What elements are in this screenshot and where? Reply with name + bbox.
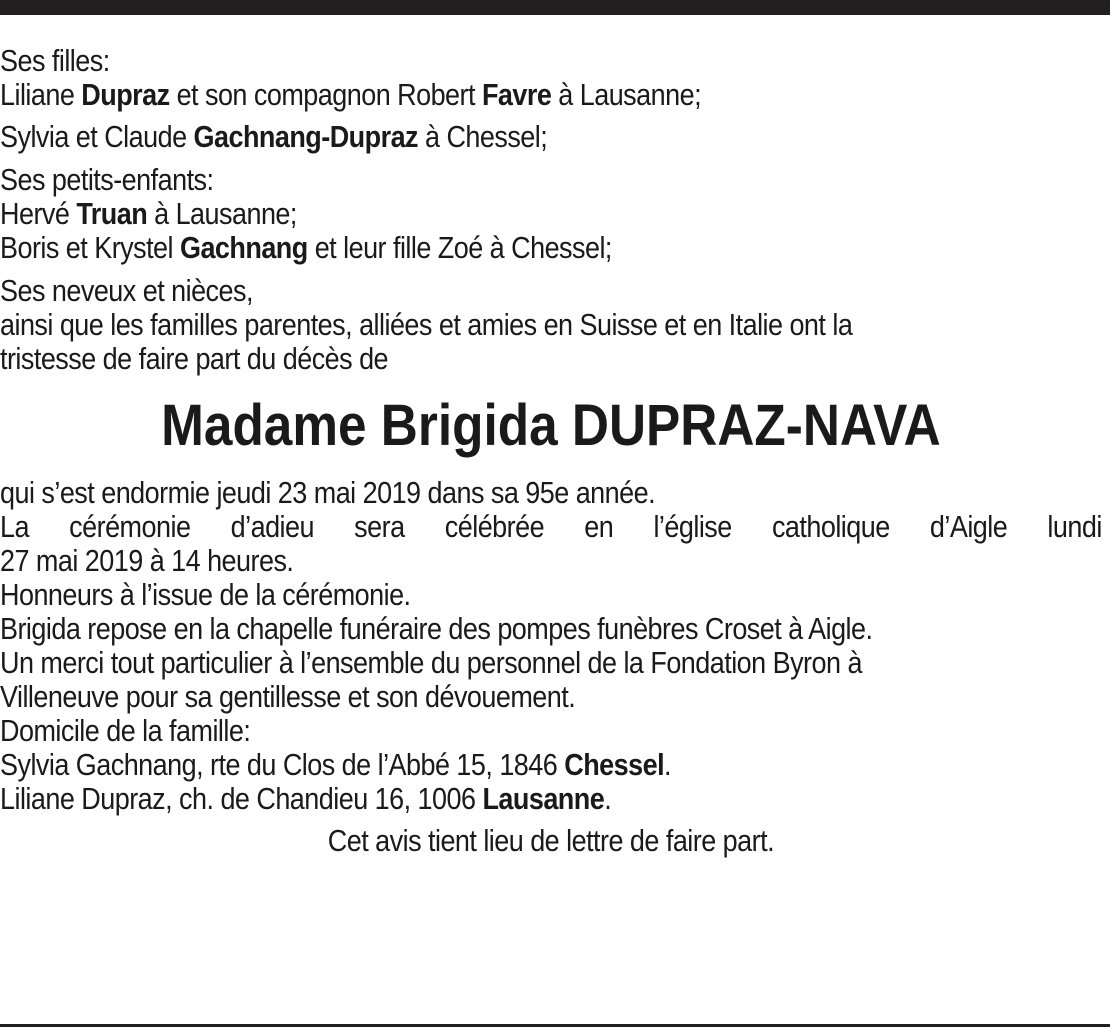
closing-line: Cet avis tient lieu de lettre de faire part. [327,824,775,858]
thanks-line-1: Un merci tout particulier à l’ensemble du personnel de la Fondation Byron à [0,646,862,680]
rests-line: Brigida repose en la chapelle funéraire des pompes funèbres Croset à Aigle. [0,612,873,646]
grandchild-1-line [0,197,1102,231]
daughter-2-surname: Gachnang-Dupraz [193,120,419,154]
daughter-2-line [0,120,1102,154]
address-1-end: . [664,748,672,782]
daughters-heading: Ses filles: [0,44,110,78]
grandchild-2-line [0,231,1102,265]
daughter-2-first-names: Sylvia et Claude [0,120,194,154]
families-line-1: ainsi que les familles parentes, alliées et amies en Suisse et en Italie ont la [0,308,853,342]
address-2-end: . [604,782,612,816]
grandchild-1-first-name: Hervé [0,197,77,231]
ceremony-line-2: 27 mai 2019 à 14 heures. [0,544,294,578]
bottom-rule [0,1024,1110,1027]
grandchild-1-place: à Lausanne; [147,197,297,231]
top-rule [0,0,1110,15]
obituary-notice [0,44,1102,858]
deceased-name: Madame Brigida DUPRAZ-NAVA [161,393,941,458]
daughter-2-place: à Chessel; [418,120,548,154]
daughter-1-line [0,78,1102,112]
grandchild-2-first-names: Boris et Krystel [0,231,180,265]
address-2-line [0,782,1102,816]
address-1-city: Chessel [564,748,665,782]
grandchild-2-place: et leur fille Zoé à Chessel; [307,231,612,265]
ceremony-line-1: La cérémonie d’adieu sera célébrée en l’église catholique d’Aigle lundi [0,510,1102,544]
daughter-1-companion-surname: Favre [481,78,552,112]
passed-line: qui s’est endormie jeudi 23 mai 2019 dans sa 95e année. [0,476,656,510]
address-1-text: Sylvia Gachnang, rte du Clos de l’Abbé 15, 1846 [0,748,565,782]
address-1-line [0,748,1102,782]
daughter-1-place: à Lausanne; [551,78,702,112]
daughter-1-first-name: Liliane [0,78,82,112]
grandchild-2-surname: Gachnang [179,231,308,265]
honours-line: Honneurs à l’issue de la cérémonie. [0,578,411,612]
families-line-2: tristesse de faire part du décès de [0,342,389,376]
daughter-1-surname: Dupraz [81,78,170,112]
thanks-line-2: Villeneuve pour sa gentillesse et son dévouement. [0,680,576,714]
domicile-heading: Domicile de la famille: [0,714,251,748]
grandchild-1-surname: Truan [76,197,148,231]
daughter-1-companion-text: et son compagnon Robert [169,78,482,112]
grandchildren-heading: Ses petits-enfants: [0,163,214,197]
address-2-city: Lausanne [482,782,605,816]
address-2-text: Liliane Dupraz, ch. de Chandieu 16, 1006 [0,782,483,816]
nephews-line: Ses neveux et nièces, [0,274,253,308]
